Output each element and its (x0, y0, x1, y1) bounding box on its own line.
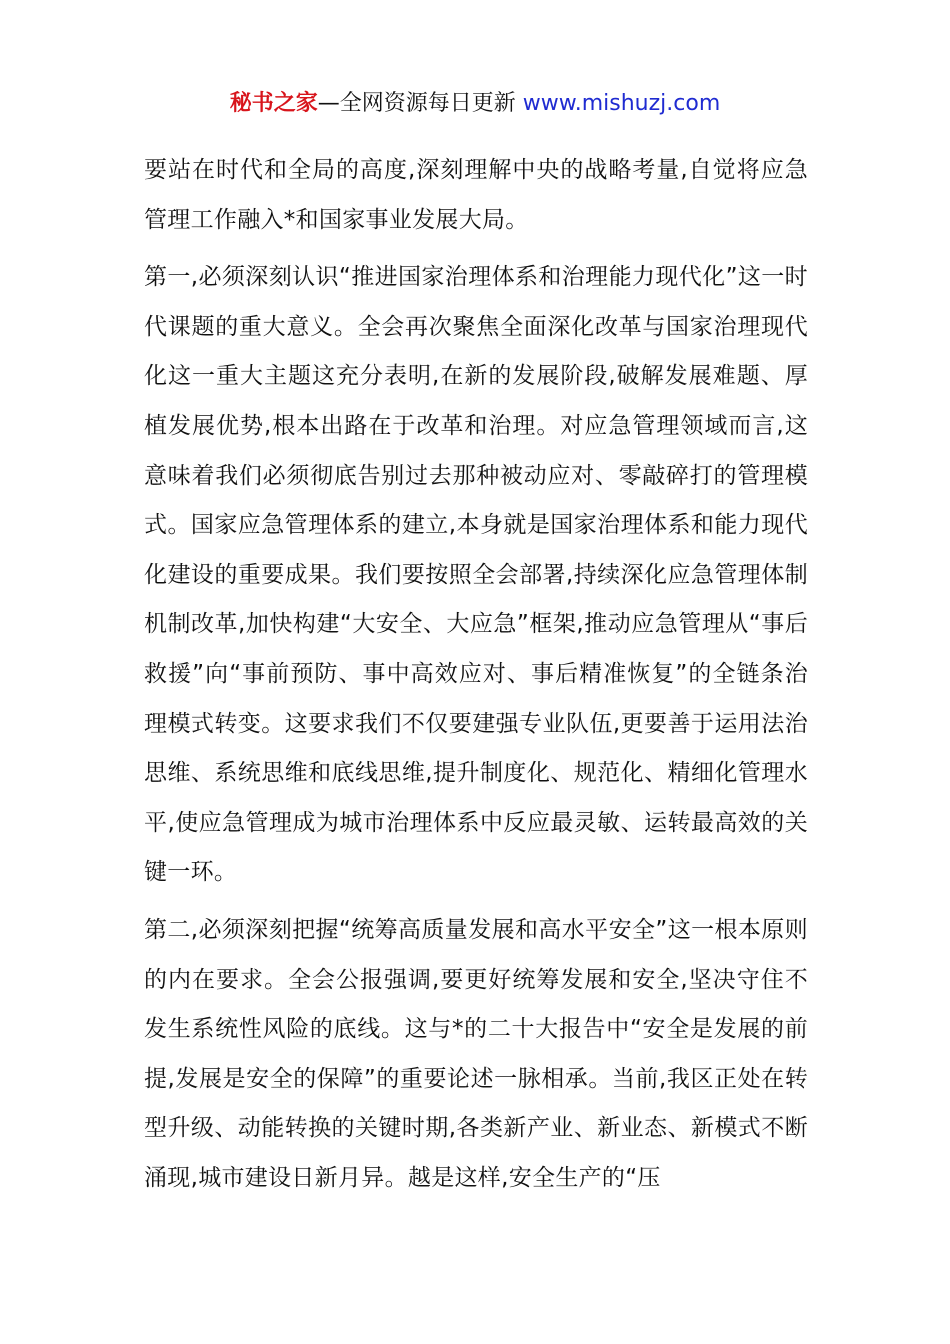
document-body (144, 146, 808, 1211)
site-url-link[interactable]: www.mishuzj.com (522, 91, 721, 116)
paragraph-second-point: 第二,必须深刻把握“统筹高质量发展和高水平安全”这一根本原则的内在要求。全会公报强调,要更好统筹发展和安全,坚决守住不发生系统性风险的底线。这与*的二十大报告中“安全是发展的前提,发展是安全的保障”的重要论述一脉相承。当前,我区正处在转型升级、动能转换的关键时期,各类新产业、新业态、新模式不断涌现,城市建设日新月异。越是这样,安全生产的“压 (144, 916, 808, 1191)
paragraph-continuation: 要站在时代和全局的高度,深刻理解中央的战略考量,自觉将应急管理工作融入*和国家事业发展大局。 (144, 157, 808, 233)
site-brand: 秘书之家 (229, 91, 318, 116)
site-tagline: —全网资源每日更新 (317, 91, 523, 116)
paragraph-first-point: 第一,必须深刻认识“推进国家治理体系和治理能力现代化”这一时代课题的重大意义。全会再次聚焦全面深化改革与国家治理现代化这一重大主题这充分表明,在新的发展阶段,破解发展难题、厚植发展优势,根本出路在于改革和治理。对应急管理领域而言,这意味着我们必须彻底告别过去那种被动应对、零敲碎打的管理模式。国家应急管理体系的建立,本身就是国家治理体系和能力现代化建设的重要成果。我们要按照全会部署,持续深化应急管理体制机制改革,加快构建“大安全、大应急”框架,推动应急管理从“事后救援”向“事前预防、事中高效应对、事后精准恢复”的全链条治理模式转变。这要求我们不仅要建强专业队伍,更要善于运用法治思维、系统思维和底线思维,提升制度化、规范化、精细化管理水平,使应急管理成为城市治理体系中反应最灵敏、运转最高效的关键一环。 (144, 264, 808, 886)
site-header (0, 86, 950, 122)
